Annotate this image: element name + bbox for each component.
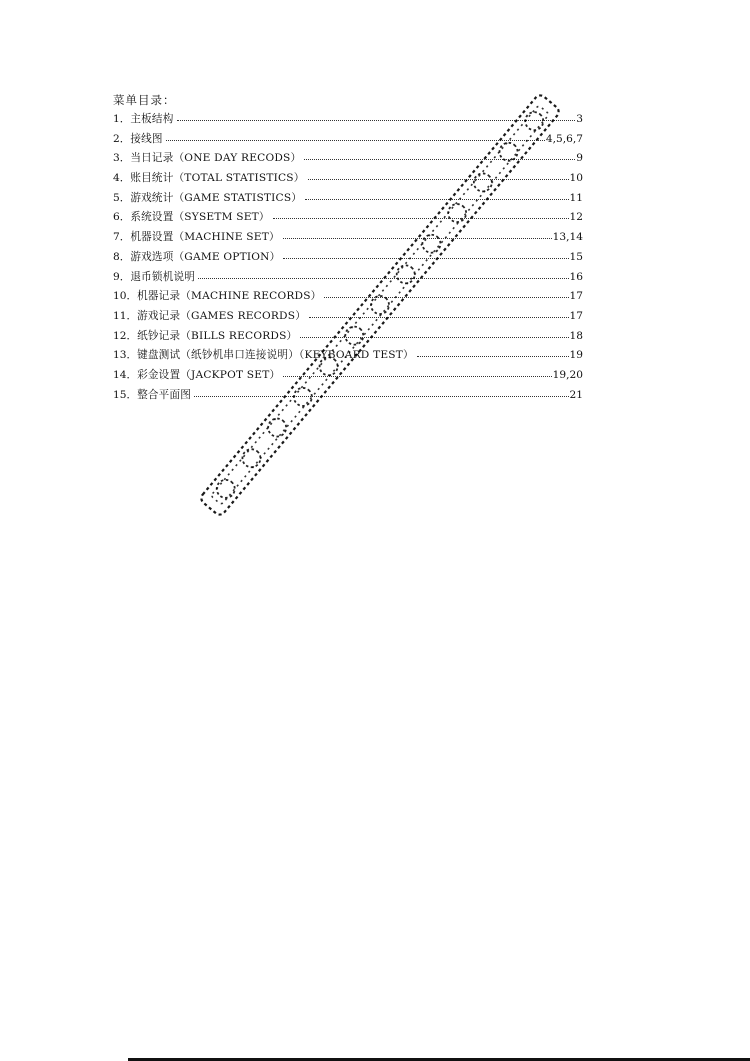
toc-entry-page: 11	[569, 191, 583, 204]
toc-entry-number: 7．	[113, 231, 131, 244]
toc-entry-page: 9	[576, 152, 583, 165]
toc-dot-leader	[196, 270, 568, 280]
toc-entry[interactable]	[113, 386, 583, 406]
toc-entry[interactable]	[113, 366, 583, 386]
toc-dot-leader	[306, 171, 569, 181]
toc-entry[interactable]	[113, 169, 583, 189]
toc-dot-leader	[175, 112, 576, 122]
toc-entry-number: 9．	[113, 270, 131, 283]
toc-entry-label: 彩金设置（JACKPOT SET）	[137, 368, 281, 381]
toc-entry[interactable]	[113, 327, 583, 347]
toc-dot-leader	[298, 329, 568, 339]
toc-dot-leader	[307, 309, 569, 319]
toc-entry[interactable]	[113, 228, 583, 248]
toc-entry-number: 5．	[113, 191, 131, 204]
toc-entry[interactable]	[113, 287, 583, 307]
toc-entry-number: 10．	[113, 290, 138, 303]
toc-dot-leader	[415, 348, 569, 358]
toc-entry-label: 机器记录（MACHINE RECORDS）	[137, 290, 322, 303]
toc-title: 菜单目录：	[113, 93, 176, 107]
toc-entry-page: 13,14	[552, 231, 583, 244]
toc-entry-label: 系统设置（SYSETM SET）	[130, 211, 270, 224]
toc-list	[113, 110, 583, 405]
toc-entry-number: 8．	[113, 250, 131, 263]
toc-entry-number: 2．	[113, 132, 131, 145]
toc-dot-leader	[164, 132, 545, 142]
toc-entry-label: 整合平面图	[137, 388, 192, 401]
toc-entry-label: 当日记录（ONE DAY RECODS）	[130, 152, 302, 165]
toc-entry-label: 机器设置（MACHINE SET）	[130, 231, 280, 244]
table-of-contents	[113, 90, 583, 405]
toc-entry-label: 游戏记录（GAMES RECORDS）	[137, 309, 306, 322]
toc-dot-leader	[281, 368, 551, 378]
toc-entry-label: 接线图	[130, 132, 163, 145]
toc-entry-page: 17	[569, 290, 583, 303]
toc-entry-number: 3．	[113, 152, 131, 165]
toc-entry-number: 11．	[113, 309, 138, 322]
toc-entry-label: 游戏选项（GAME OPTION）	[130, 250, 281, 263]
toc-entry[interactable]	[113, 189, 583, 209]
toc-entry-number: 14．	[113, 368, 138, 381]
toc-entry[interactable]	[113, 149, 583, 169]
toc-entry-number: 6．	[113, 211, 131, 224]
toc-entry-label: 退币锁机说明	[130, 270, 196, 283]
toc-dot-leader	[303, 191, 568, 201]
toc-entry-page: 17	[569, 309, 583, 322]
toc-entry[interactable]	[113, 110, 583, 130]
toc-entry[interactable]	[113, 268, 583, 288]
toc-entry[interactable]	[113, 208, 583, 228]
toc-dot-leader	[322, 289, 568, 299]
toc-entry-label: 主板结构	[130, 113, 174, 125]
toc-entry-label: 纸钞记录（BILLS RECORDS）	[137, 329, 298, 342]
toc-entry[interactable]	[113, 248, 583, 268]
toc-entry-page: 12	[569, 211, 583, 224]
toc-entry-number: 4．	[113, 172, 131, 185]
toc-entry-page: 19	[569, 349, 583, 362]
toc-entry-number: 1．	[113, 113, 131, 125]
toc-entry-number: 15．	[113, 388, 138, 401]
toc-entry-label: 账目统计（TOTAL STATISTICS）	[130, 172, 305, 185]
toc-dot-leader	[192, 388, 568, 398]
toc-entry-page: 19,20	[552, 368, 583, 381]
toc-entry-page: 15	[569, 250, 583, 263]
toc-dot-leader	[302, 151, 575, 161]
toc-entry-page: 16	[569, 270, 583, 283]
toc-dot-leader	[271, 210, 569, 220]
toc-entry-page: 4,5,6,7	[545, 132, 583, 145]
toc-entry[interactable]	[113, 307, 583, 327]
toc-entry[interactable]	[113, 346, 583, 366]
toc-entry-page: 3	[576, 113, 583, 125]
toc-entry-page: 18	[569, 329, 583, 342]
toc-entry-number: 12．	[113, 329, 138, 342]
toc-entry-page: 10	[569, 172, 583, 185]
toc-dot-leader	[281, 230, 552, 240]
toc-dot-leader	[281, 250, 568, 260]
toc-entry[interactable]	[113, 130, 583, 150]
toc-entry-number: 13．	[113, 349, 138, 362]
toc-entry-label: 游戏统计（GAME STATISTICS）	[130, 191, 303, 204]
toc-entry-page: 21	[569, 388, 583, 401]
toc-entry-label: 键盘测试（纸钞机串口连接说明）（KEYBOARD TEST）	[137, 349, 414, 362]
